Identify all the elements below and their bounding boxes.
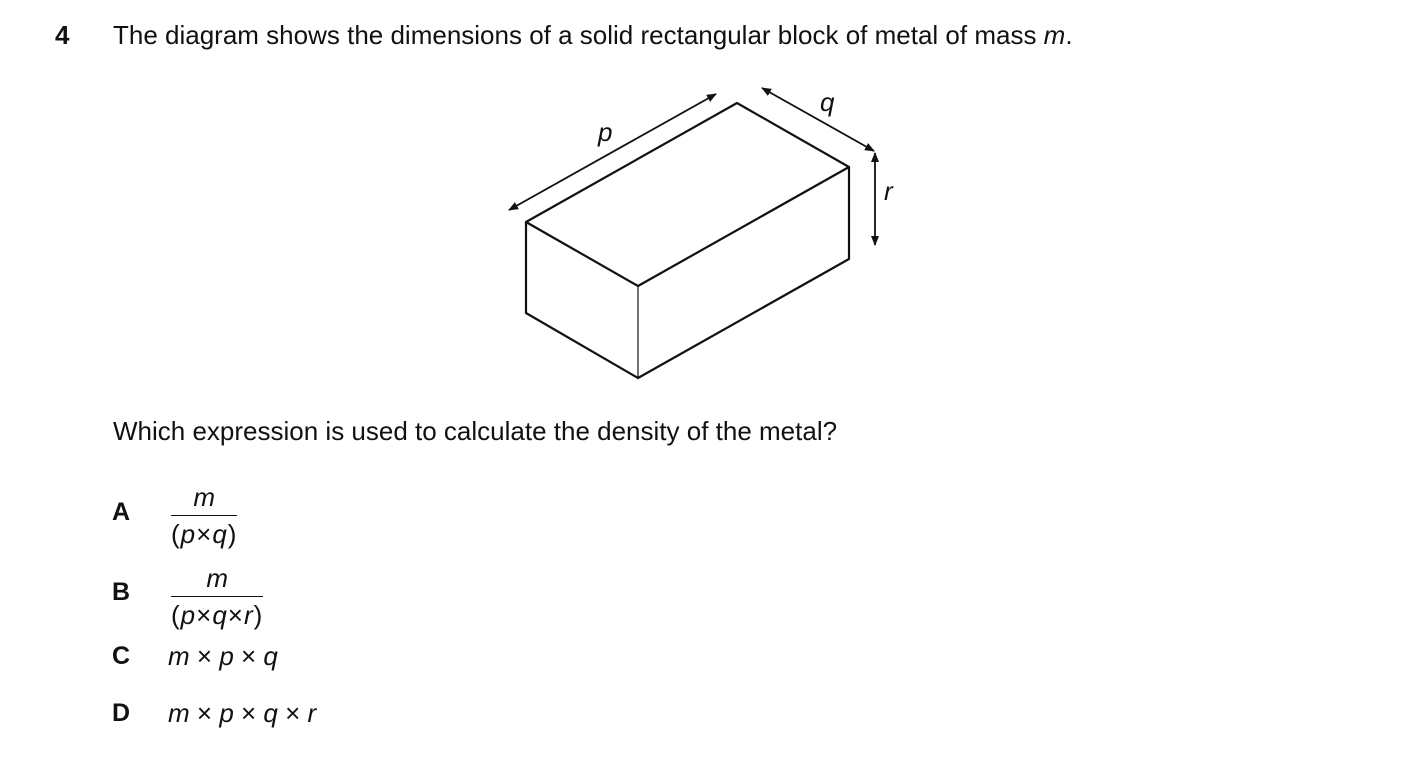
option-a-fraction[interactable] (171, 481, 237, 550)
option-a-denominator: (p×q) (171, 519, 238, 549)
question-number: 4 (55, 20, 70, 50)
option-c-letter[interactable]: C (112, 642, 131, 670)
option-b-numerator: m (206, 563, 228, 593)
option-b-denominator: (p×q×r) (171, 600, 264, 630)
block-outline (526, 167, 849, 378)
option-b-fraction[interactable] (171, 562, 263, 631)
stem-text: The diagram shows the dimensions of a solid rectangular block of metal of mass (113, 20, 1044, 50)
stem-period: . (1065, 20, 1073, 50)
question-prompt: Which expression is used to calculate the density of the metal? (113, 416, 838, 446)
dimension-label-p: p (598, 117, 613, 147)
dimension-label-r: r (884, 176, 893, 206)
option-a-letter[interactable]: A (112, 498, 131, 526)
option-b-letter[interactable]: B (112, 578, 131, 606)
dimension-arrow-p (509, 94, 716, 210)
block-top-right-edge (638, 167, 849, 286)
option-a-numerator: m (193, 482, 216, 512)
dimension-arrow-q (762, 88, 874, 151)
option-d-letter[interactable]: D (112, 699, 131, 727)
dimension-label-q: q (820, 87, 835, 117)
option-c-expression[interactable]: m × p × q (168, 641, 278, 671)
block-top-front-edge (526, 222, 638, 286)
option-d-expression[interactable]: m × p × q × r (168, 698, 317, 728)
stem-mass-variable: m (1043, 20, 1066, 50)
